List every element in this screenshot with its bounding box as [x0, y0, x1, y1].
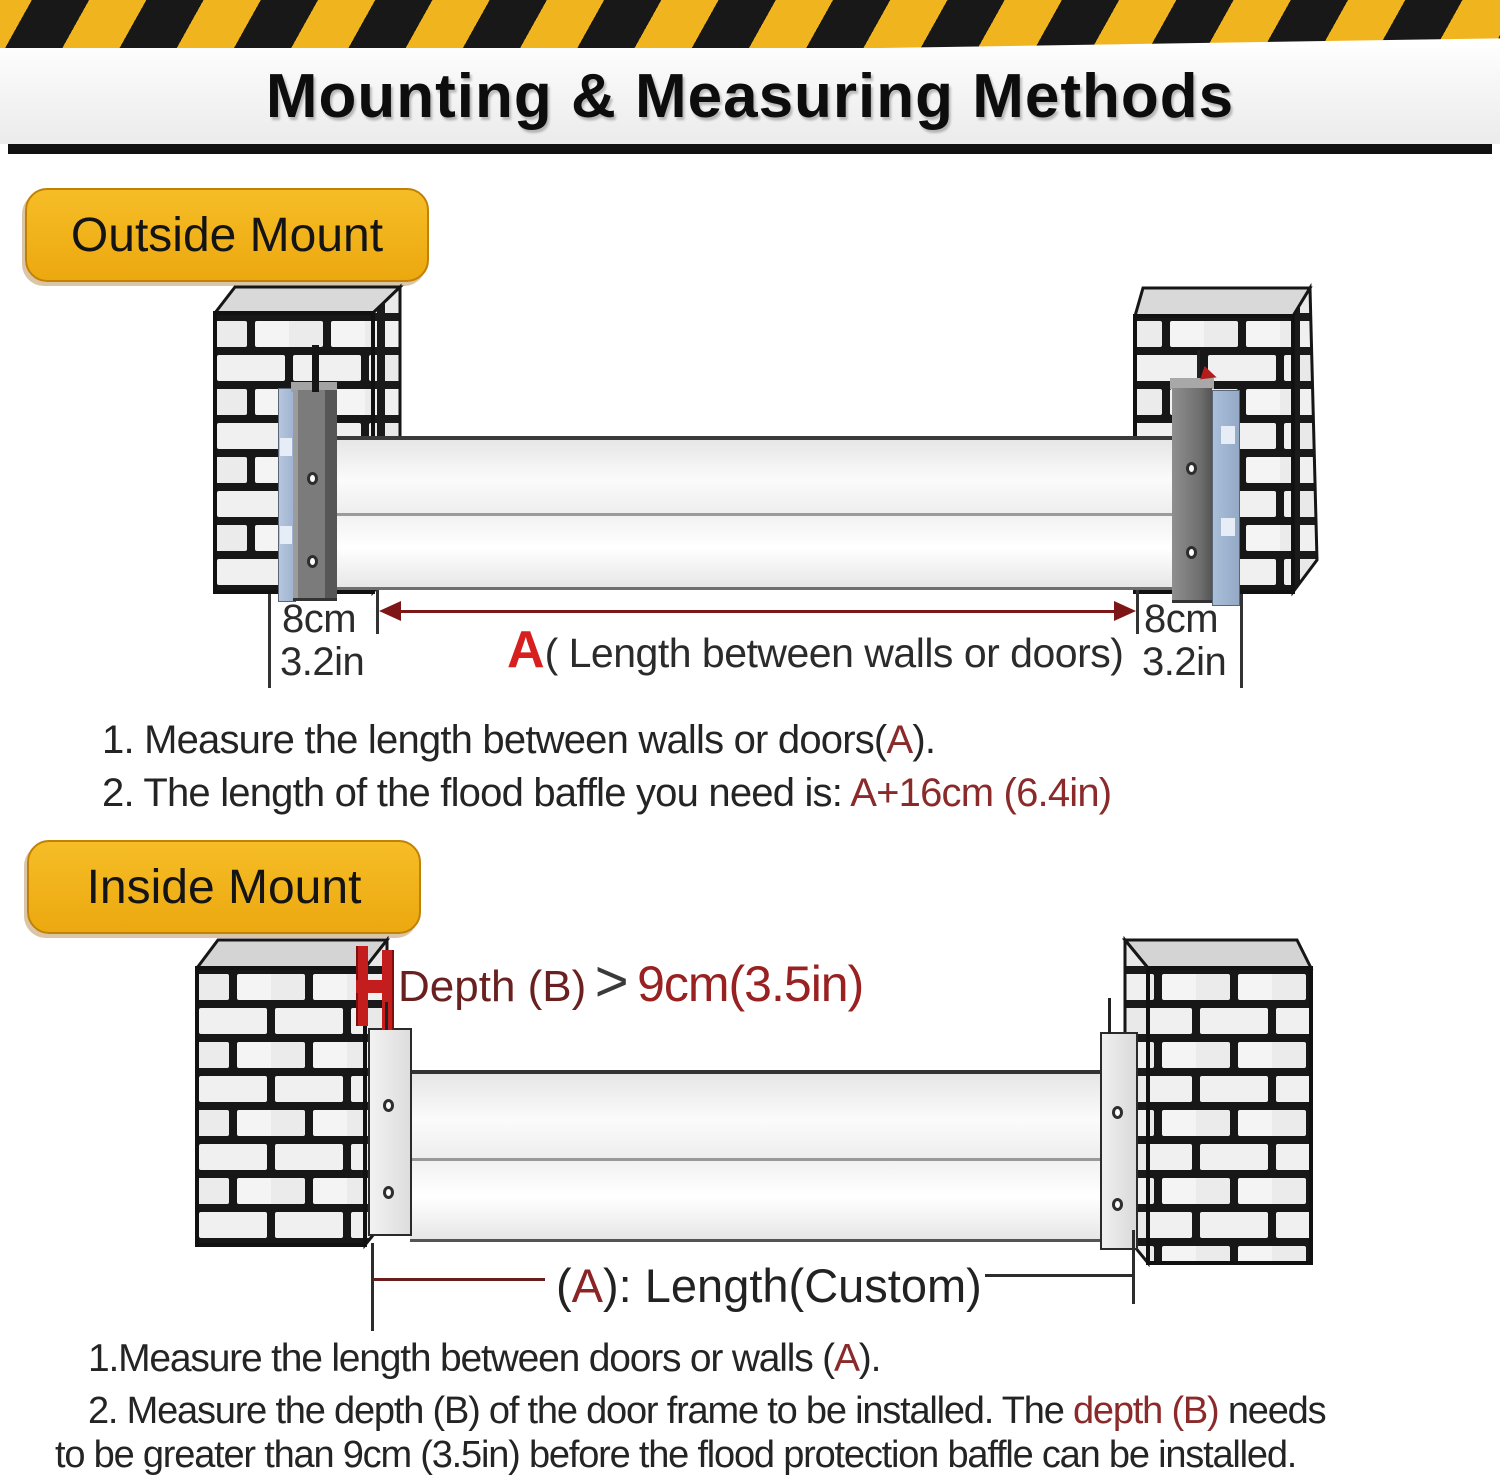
length-label-pre: ( [556, 1259, 572, 1312]
pencil-mark [385, 1002, 388, 1030]
screw-hole [1112, 1106, 1123, 1119]
pillar-side-face [1293, 288, 1317, 592]
pillar-front-face [197, 968, 365, 1245]
barrier-board-top [410, 1070, 1102, 1158]
depth-label [398, 948, 863, 1015]
outside-flood-barrier [335, 436, 1173, 594]
outside-mount-badge [25, 188, 429, 282]
depth-b-text: Depth (B) [398, 962, 587, 1011]
strip-mark [280, 526, 292, 544]
arrow-head-left-icon [379, 601, 401, 621]
outside-step-1 [102, 718, 935, 763]
dim-right-in: 3.2in [1142, 640, 1227, 684]
screw-hole [383, 1099, 394, 1112]
dim-tick [1136, 590, 1139, 634]
pencil-mark [1197, 350, 1200, 378]
title-band [0, 48, 1500, 144]
length-label-post: ): Length(Custom) [603, 1259, 982, 1312]
dim-tick [1240, 594, 1243, 688]
inside-step2-end: needs [1218, 1390, 1326, 1432]
outside-right-blue-strip [1212, 390, 1240, 606]
screw-hole [1112, 1198, 1123, 1211]
arrow-head-right-icon [1114, 601, 1136, 621]
inside-right-channel [1100, 1032, 1138, 1250]
screw-hole [383, 1186, 394, 1199]
inside-step2-continuation: to be greater than 9cm (3.5in) before the flood protection baffle can be installed. [55, 1434, 1297, 1475]
pencil-mark [1108, 998, 1111, 1034]
outside-left-channel [293, 390, 337, 601]
span-label-rest: ( Length between walls or doors) [544, 630, 1124, 676]
inside-left-channel [368, 1028, 412, 1236]
dim-left-cm: 8cm [282, 597, 357, 641]
strip-mark [280, 438, 292, 456]
pillar-top-face [1125, 940, 1311, 968]
screw-hole [307, 472, 318, 485]
outside-step2-text: 2. The length of the flood baffle you need is: [102, 771, 851, 815]
inside-step-2 [88, 1390, 1325, 1433]
dim-tick [268, 594, 271, 688]
depth-value-text: 9cm(3.5in) [637, 956, 864, 1012]
pillar-front-face [1148, 968, 1311, 1263]
page-title: Mounting & Measuring Methods [265, 61, 1235, 131]
depth-bracket-cross-bar [356, 980, 392, 993]
outside-step2-formula: A+16cm (6.4in) [850, 771, 1112, 815]
inside-step2-text: 2. Measure the depth (B) of the door frame to be installed. The [88, 1390, 1073, 1432]
dim-right-cm: 8cm [1144, 597, 1219, 641]
inside-step1-end: ). [858, 1337, 881, 1380]
dim-tick [1132, 1230, 1135, 1304]
inside-step1-text: 1.Measure the length between doors or walls ( [88, 1337, 834, 1380]
inside-step-1 [88, 1337, 880, 1381]
length-custom-label [556, 1258, 982, 1313]
outside-step1-end: ). [912, 718, 936, 762]
dim-tick [371, 1243, 374, 1331]
inside-step2-depth: depth (B) [1073, 1390, 1219, 1432]
inside-mount-badge-label: Inside Mount [86, 860, 362, 914]
inside-step1-a: A [833, 1337, 859, 1380]
screw-hole [307, 555, 318, 568]
strip-mark [1221, 518, 1235, 536]
dim-line-right [985, 1274, 1133, 1277]
dimension-arrow [396, 610, 1120, 613]
dim-line-left [373, 1278, 545, 1281]
title-divider-bar [8, 144, 1492, 154]
outside-step1-text: 1. Measure the length between walls or doors( [102, 718, 887, 762]
anchor-slot [312, 345, 319, 392]
inside-flood-barrier [410, 1070, 1102, 1246]
outside-step-2 [102, 771, 1111, 816]
dim-left-in: 3.2in [280, 640, 365, 684]
inside-right-pillar [1120, 936, 1316, 1268]
greater-than-sign: > [594, 949, 629, 1014]
inside-mount-badge [27, 840, 421, 934]
span-letter-a: A [507, 621, 545, 679]
barrier-board-top [335, 436, 1173, 513]
span-length-label [507, 620, 1123, 680]
pillar-top-face [1135, 288, 1310, 316]
screw-hole [1186, 546, 1197, 559]
barrier-board-bottom [410, 1158, 1102, 1242]
outside-mount-badge-label: Outside Mount [70, 208, 384, 262]
outside-step1-a: A [886, 718, 913, 762]
barrier-board-bottom [335, 513, 1173, 590]
pillar-top-face [215, 287, 400, 313]
strip-mark [1221, 426, 1235, 444]
outside-right-channel [1172, 388, 1212, 603]
inside-step-2-line-2 [55, 1434, 1296, 1475]
length-label-a: A [571, 1259, 604, 1312]
screw-hole [1186, 462, 1197, 475]
